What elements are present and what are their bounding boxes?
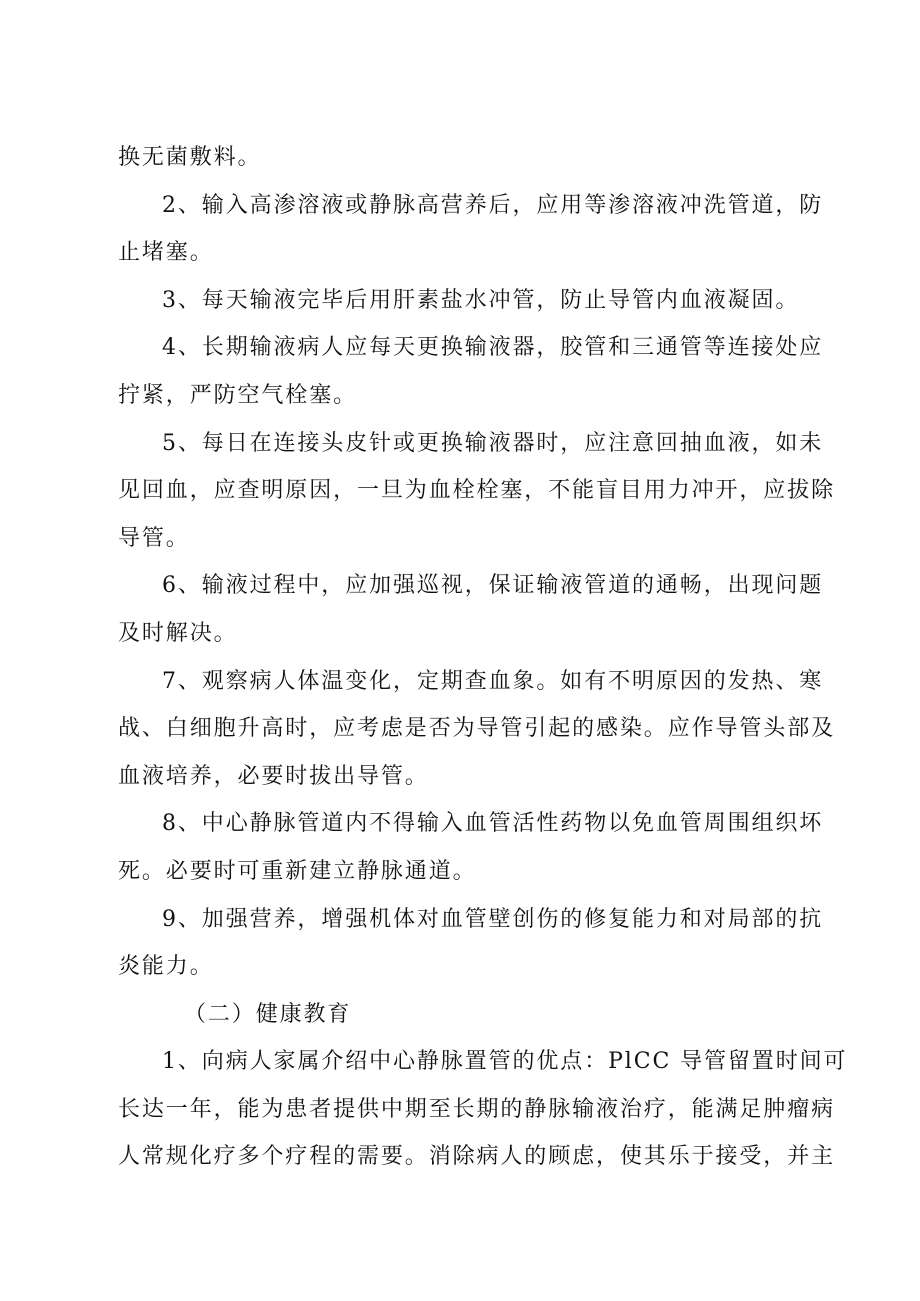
text-line: 战、白细胞升高时，应考虑是否为导管引起的感染。应作导管头部及 [118, 716, 836, 742]
paragraph-4-start: 4、长期输液病人应每天更换输液器，胶管和三通管等连接处应 [162, 335, 824, 361]
text-line: 见回血，应查明原因，一旦为血栓栓塞，不能盲目用力冲开，应拔除 [118, 478, 836, 504]
text-line: 血液培养，必要时拔出导管。 [118, 763, 429, 789]
text-line: 拧紧，严防空气栓塞。 [118, 382, 358, 408]
text-line: 长达一年，能为患者提供中期至长期的静脉输液治疗，能满足肿瘤病 [118, 1096, 836, 1122]
paragraph-7-start: 7、观察病人体温变化，定期查血象。如有不明原因的发热、寒 [162, 668, 824, 694]
text-line: 导管。 [118, 525, 190, 551]
paragraph-2-start: 2、输入高渗溶液或静脉高营养后，应用等渗溶液冲洗管道，防 [162, 192, 824, 218]
paragraph-8-start: 8、中心静脉管道内不得输入血管活性药物以免血管周围组织坏 [162, 811, 824, 837]
text-line: 换无菌敷料。 [118, 145, 262, 170]
document-page [118, 134, 848, 1181]
text-line: 及时解决。 [118, 620, 238, 646]
text-line: 止堵塞。 [118, 240, 214, 266]
text-line: 炎能力。 [118, 954, 214, 980]
paragraph-9-start: 9、加强营养，增强机体对血管壁创伤的修复能力和对局部的抗 [162, 906, 824, 932]
paragraph-edu-1-start: 1、向病人家属介绍中心静脉置管的优点：PlCC 导管留置时间可 [162, 1049, 848, 1075]
text-line: 死。必要时可重新建立静脉通道。 [118, 858, 477, 884]
paragraph-6-start: 6、输液过程中，应加强巡视，保证输液管道的通畅，出现问题 [162, 573, 824, 599]
paragraph-3: 3、每天输液完毕后用肝素盐水冲管，防止导管内血液凝固。 [162, 287, 800, 313]
section-heading-health-education: （二）健康教育 [184, 1001, 352, 1027]
text-line: 人常规化疗多个疗程的需要。消除病人的顾虑，使其乐于接受，并主 [118, 1144, 836, 1170]
paragraph-5-start: 5、每日在连接头皮针或更换输液器时，应注意回抽血液，如未 [162, 430, 824, 456]
